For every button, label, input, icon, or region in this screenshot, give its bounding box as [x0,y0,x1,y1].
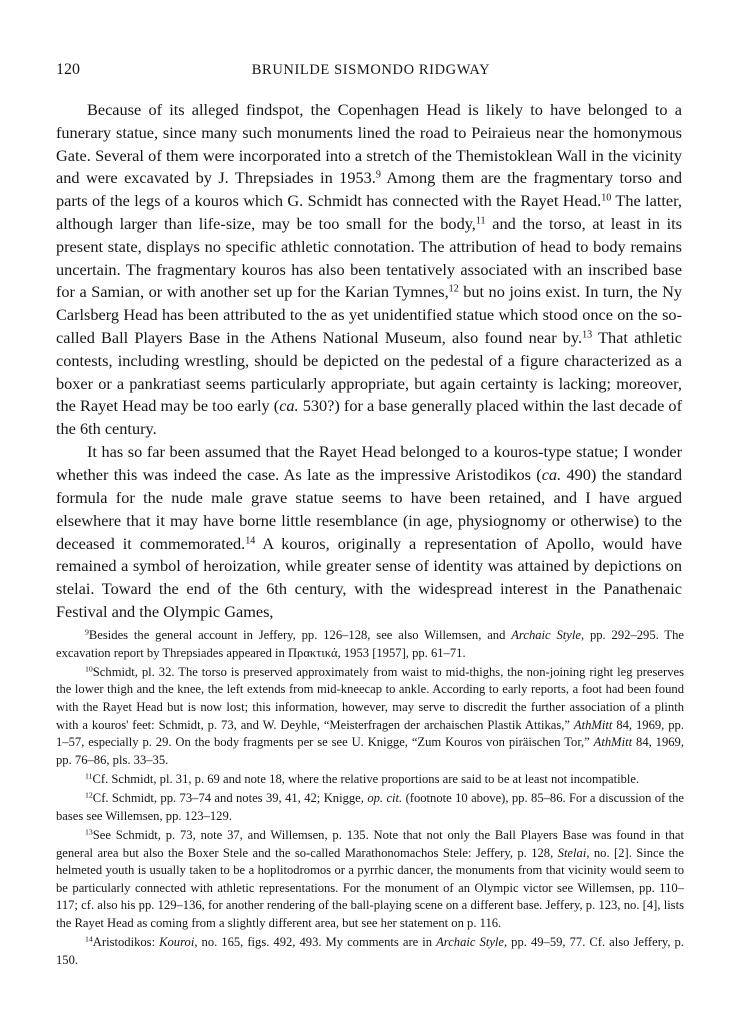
footnote-11: $^{11}$Cf. Schmidt, pl. 31, p. 69 and note 18, where the relative proportions are said to be at least not incompatible. [85,771,640,786]
paragraph-1: Because of its alleged findspot, the Copenhagen Head is likely to have belonged to a funerary statue, since many such monuments lined the road to Peiraieus near the homonymous Gate. Several of them were incorporated into a stretch of the Themistoklean Wall in the vicinity and were excavated by J. Threpsiades in 1953.$^9$ Among them are the fragmentary torso and parts of the legs of a kouros which G. Schmidt has connected with the Rayet Head.$^{10}$ The latter, although larger than life-size, may be too small for the body,$^{11}$ and the torso, at least in its present state, displays no specific athletic connotation. The attribution of head to body remains uncertain. The fragmentary kouros has also been tentatively associated with an inscribed base for a Samian, or with another set up for the Karian Tymnes,$^{12}$ but no joins exist. In turn, the Ny Carlsberg Head has been attributed to the as yet unidentified statue which stood once on the so-called Ball Players Base in the Athens National Museum, also found near by.$^{13}$ That athletic contests, including wrestling, should be depicted on the pedestal of a figure characterized as a boxer or a pankratiast seems particularly appropriate, but again certainty is lacking; moreover, the Rayet Head may be too early (ca. 530?) for a base generally placed within the last decade of the 6th century. [56,100,682,439]
footnote-number: 11 [85,771,93,781]
page-header [56,60,686,80]
footnote-number: 9 [85,627,89,637]
footnote-12: $^{12}$Cf. Schmidt, pp. 73–74 and notes 39, 41, 42; Knigge, op. cit. (footnote 10 above), pp. 85–86. For a discussion of the bases see Willemsen, pp. 123–129. [56,790,685,823]
footnote-number: 12 [85,790,93,800]
footnote-ref-9[interactable]: 9 [375,169,381,181]
footnote-ref-13[interactable]: 13 [582,329,593,341]
paragraph-2: It has so far been assumed that the Rayet Head belonged to a kouros-type statue; I wonder whether this was indeed the case. As late as the impressive Aristodikos (ca. 490) the standard formula for the nude male grave statue seems to have been retained, and I have argued elsewhere that it may have borne little resemblance (in age, physiognomy or otherwise) to the deceased it commemorated.$^{14}$ A kouros, originally a representation of Apollo, would have remained a symbol of heroization, while greater sense of identity was attained by depictions on stelai. Toward the end of the 6th century, with the widespread interest in the Panathenaic Festival and the Olympic Games, [56,442,682,622]
footnote-number: 13 [85,827,93,837]
footnote-ref-11[interactable]: 11 [475,215,486,227]
footnote-14: $^{14}$Aristodikos: Kouroi, no. 165, figs. 492, 493. My comments are in Archaic Style, pp. 49–59, 77. Cf. also Jeffery, p. 150. [56,934,684,967]
footnote-number: 10 [85,664,93,674]
running-title: BRUNILDE SISMONDO RIDGWAY [251,62,491,78]
main-text [56,99,682,624]
footnote-number: 14 [85,934,93,944]
page-number: 120 [56,61,80,78]
footnote-ref-12[interactable]: 12 [448,283,459,295]
footnote-ref-10[interactable]: 10 [601,192,612,204]
footnote-9: $^9$Besides the general account in Jeffery, pp. 126–128, see also Willemsen, and Archaic Style, pp. 292–295. The excavation report by Threpsiades appeared in Πρακτικά, 1953 [1957], pp. 61–71. [56,627,684,660]
footnotes [56,627,684,971]
footnote-ref-14[interactable]: 14 [245,535,256,547]
footnote-13: $^{13}$See Schmidt, p. 73, note 37, and Willemsen, p. 135. Note that not only the Ball Players Base was found in that general area but also the Boxer Stele and the so-called Marathonomachos Stele: Jeffery, p. 128, Stelai, no. [2]. Since the helmeted youth is usually taken to be a hoplitodromos or a pyrrhic dancer, the monuments from that vicinity would seem to be particularly connected with athletic representations. For the monument of an Olympic victor see Willemsen, pp. 110–117; cf. also his pp. 129–136, for another rendering of the ball-playing scene on a different base. Jeffery, p. 123, no. [4], lists the Rayet Head as coming from a slightly different area, but see her statement on p. 116. [56,827,684,930]
footnote-10: $^{10}$Schmidt, pl. 32. The torso is preserved approximately from waist to mid-thighs, the non-joining right leg preserves the lower thigh and the knee, the left extends from mid-kneecap to ankle. According to early reports, a foot had been found with the Rayet Head but is now lost; this information, however, may serve to discredit the further association of a plinth with a kouros' feet: Schmidt, p. 73, and W. Deyhle, “Meisterfragen der archaischen Plastik Attikas,” AthMitt 84, 1969, pp. 1–57, especially p. 29. On the body fragments per se see U. Knigge, “Zum Kouros von piräischen Tor,” AthMitt 84, 1969, pp. 76–86, pls. 33–35. [56,664,684,767]
